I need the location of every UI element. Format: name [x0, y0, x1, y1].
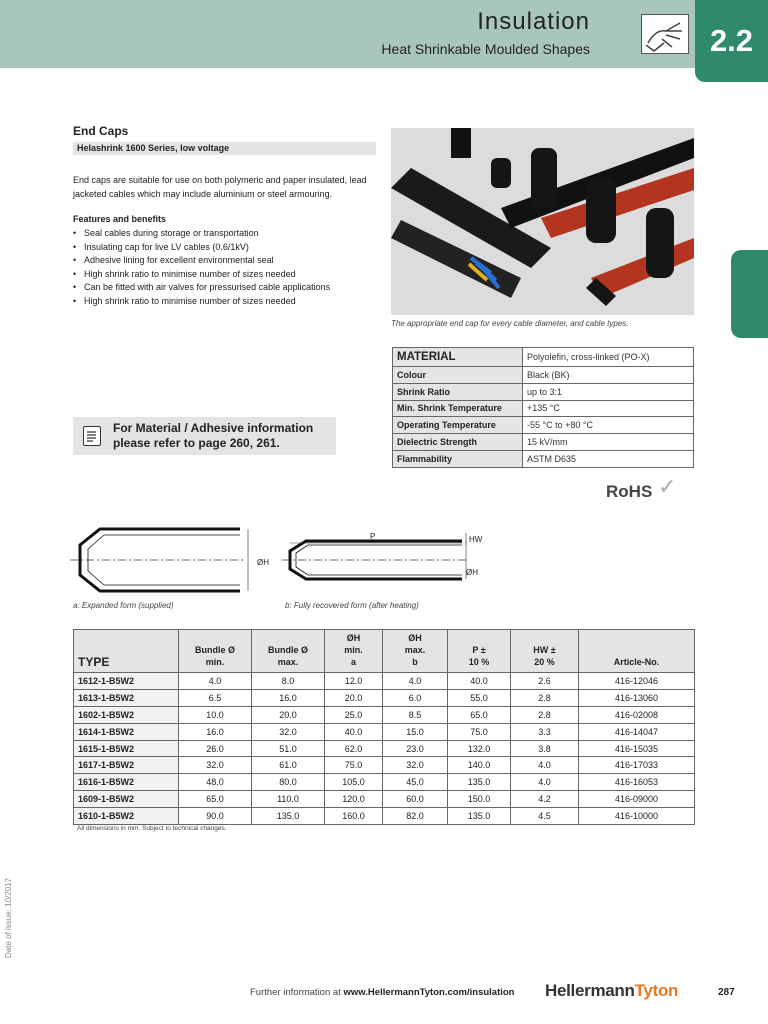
material-value: up to 3:1: [523, 383, 694, 400]
document-icon: [83, 426, 101, 446]
spec-row: [74, 740, 695, 757]
feature-item: • Can be fitted with air valves for pressurised cable applications: [73, 281, 330, 295]
spec-cell: 3.3: [511, 723, 579, 740]
spec-cell: 15.0: [383, 723, 448, 740]
spec-header: Bundle Ø min.: [179, 630, 252, 673]
technical-drawing: [70, 523, 500, 599]
spec-cell: 2.6: [511, 673, 579, 690]
dimension-label: ØH: [257, 558, 269, 567]
spec-row: [74, 673, 695, 690]
brand-logo: [545, 981, 678, 1001]
spec-cell: 135.0: [448, 808, 511, 825]
checkmark-icon: ✓: [658, 474, 677, 499]
spec-cell: 60.0: [383, 791, 448, 808]
footer-info: [250, 987, 515, 998]
spec-cell: 6.5: [179, 689, 252, 706]
spec-type-cell: 1610-1-B5W2: [74, 808, 179, 825]
material-row: [393, 434, 694, 451]
brand-part: Tyton: [634, 981, 679, 1000]
spec-cell: 135.0: [252, 808, 325, 825]
spec-header: TYPE: [74, 630, 179, 673]
spec-cell: 23.0: [383, 740, 448, 757]
spec-cell: 40.0: [448, 673, 511, 690]
spec-header: Article-No.: [579, 630, 695, 673]
features-list: [73, 227, 330, 309]
material-row: [393, 417, 694, 434]
spec-cell: 416-16053: [579, 774, 695, 791]
spec-cell: 4.0: [383, 673, 448, 690]
material-key: Dielectric Strength: [393, 434, 523, 451]
insulation-hand-icon: [641, 14, 689, 54]
material-row: [393, 400, 694, 417]
spec-cell: 8.5: [383, 706, 448, 723]
spec-type-cell: 1615-1-B5W2: [74, 740, 179, 757]
spec-cell: 416-02008: [579, 706, 695, 723]
drawing-caption: a: Expanded form (supplied): [73, 601, 174, 610]
material-key: MATERIAL: [393, 348, 523, 367]
spec-row: [74, 757, 695, 774]
spec-cell: 12.0: [325, 673, 383, 690]
feature-item: • High shrink ratio to minimise number of sizes needed: [73, 268, 330, 282]
header-bar: [0, 0, 722, 68]
spec-cell: 160.0: [325, 808, 383, 825]
brand-part: Hellermann: [545, 981, 635, 1000]
feature-item: • High shrink ratio to minimise number of sizes needed: [73, 295, 330, 309]
spec-row: [74, 706, 695, 723]
spec-row: [74, 689, 695, 706]
side-index-tab: [731, 250, 768, 338]
spec-cell: 4.0: [511, 757, 579, 774]
material-row: [393, 383, 694, 400]
spec-cell: 4.0: [179, 673, 252, 690]
spec-cell: 80.0: [252, 774, 325, 791]
spec-cell: 10.0: [179, 706, 252, 723]
feature-item: • Insulating cap for live LV cables (0.6/1kV): [73, 241, 330, 255]
spec-cell: 416-17033: [579, 757, 695, 774]
spec-cell: 416-14047: [579, 723, 695, 740]
spec-cell: 20.0: [252, 706, 325, 723]
spec-cell: 4.2: [511, 791, 579, 808]
spec-cell: 61.0: [252, 757, 325, 774]
footer-prefix: Further information at: [250, 987, 344, 998]
spec-header: HW ± 20 %: [511, 630, 579, 673]
spec-cell: 416-12046: [579, 673, 695, 690]
section-number-tab: 2.2: [695, 0, 768, 82]
reference-note: [73, 417, 336, 455]
dimension-label: P: [370, 532, 376, 541]
spec-cell: 32.0: [252, 723, 325, 740]
spec-cell: 82.0: [383, 808, 448, 825]
spec-cell: 4.5: [511, 808, 579, 825]
footer-url[interactable]: www.HellermannTyton.com/insulation: [343, 987, 515, 998]
material-value: +135 °C: [523, 400, 694, 417]
material-key: Min. Shrink Temperature: [393, 400, 523, 417]
spec-type-cell: 1614-1-B5W2: [74, 723, 179, 740]
material-key: Colour: [393, 367, 523, 384]
material-key: Flammability: [393, 450, 523, 467]
material-row: [393, 450, 694, 467]
spec-cell: 3.8: [511, 740, 579, 757]
spec-row: [74, 774, 695, 791]
spec-cell: 110.0: [252, 791, 325, 808]
spec-type-cell: 1613-1-B5W2: [74, 689, 179, 706]
drawing-caption: b: Fully recovered form (after heating): [285, 601, 419, 610]
rohs-badge: RoHS: [606, 482, 653, 501]
spec-cell: 150.0: [448, 791, 511, 808]
material-value: Black (BK): [523, 367, 694, 384]
spec-cell: 65.0: [448, 706, 511, 723]
reference-note-line: please refer to page 260, 261.: [113, 436, 280, 450]
product-heading: End Caps: [73, 124, 129, 138]
spec-type-cell: 1612-1-B5W2: [74, 673, 179, 690]
spec-table: [73, 629, 695, 825]
spec-cell: 2.8: [511, 689, 579, 706]
spec-cell: 32.0: [383, 757, 448, 774]
issue-date: Date of issue: 10/2017: [4, 877, 13, 958]
spec-cell: 20.0: [325, 689, 383, 706]
intro-text: End caps are suitable for use on both polymeric and paper insulated, lead jacketed cables which may include aluminium or steel armouring.: [73, 175, 367, 199]
spec-cell: 105.0: [325, 774, 383, 791]
series-label: Helashrink 1600 Series, low voltage: [73, 142, 376, 155]
spec-header: ØH min. a: [325, 630, 383, 673]
material-value: -55 °C to +80 °C: [523, 417, 694, 434]
spec-cell: 416-10000: [579, 808, 695, 825]
feature-item: • Adhesive lining for excellent environmental seal: [73, 254, 330, 268]
spec-cell: 48.0: [179, 774, 252, 791]
reference-note-line: For Material / Adhesive information: [113, 421, 314, 435]
spec-cell: 4.0: [511, 774, 579, 791]
spec-type-cell: 1609-1-B5W2: [74, 791, 179, 808]
reference-note-text: [113, 421, 313, 451]
page-title: Insulation: [477, 8, 590, 35]
spec-header-row: [74, 630, 695, 673]
material-value: Polyolefin, cross-linked (PO-X): [523, 348, 694, 367]
spec-cell: 16.0: [252, 689, 325, 706]
spec-row: [74, 808, 695, 825]
material-key: Shrink Ratio: [393, 383, 523, 400]
spec-cell: 90.0: [179, 808, 252, 825]
material-table: [392, 347, 694, 468]
table-footnote: All dimensions in mm. Subject to technical changes.: [77, 825, 227, 832]
spec-cell: 416-09000: [579, 791, 695, 808]
spec-cell: 2.8: [511, 706, 579, 723]
spec-header: ØH max. b: [383, 630, 448, 673]
spec-cell: 55.0: [448, 689, 511, 706]
spec-cell: 32.0: [179, 757, 252, 774]
spec-cell: 16.0: [179, 723, 252, 740]
page-subtitle: Heat Shrinkable Moulded Shapes: [381, 41, 590, 57]
spec-header: P ± 10 %: [448, 630, 511, 673]
spec-cell: 65.0: [179, 791, 252, 808]
spec-cell: 26.0: [179, 740, 252, 757]
spec-type-cell: 1617-1-B5W2: [74, 757, 179, 774]
material-row: [393, 348, 694, 367]
spec-cell: 51.0: [252, 740, 325, 757]
spec-cell: 25.0: [325, 706, 383, 723]
material-value: ASTM D635: [523, 450, 694, 467]
material-value: 15 kV/mm: [523, 434, 694, 451]
spec-type-cell: 1616-1-B5W2: [74, 774, 179, 791]
spec-cell: 416-13060: [579, 689, 695, 706]
features-heading: Features and benefits: [73, 214, 167, 224]
material-key: Operating Temperature: [393, 417, 523, 434]
spec-cell: 132.0: [448, 740, 511, 757]
spec-header: Bundle Ø max.: [252, 630, 325, 673]
spec-cell: 8.0: [252, 673, 325, 690]
page-number: 287: [718, 987, 735, 998]
dimension-label: HW: [469, 535, 483, 544]
spec-cell: 75.0: [448, 723, 511, 740]
material-row: [393, 367, 694, 384]
product-photo: [391, 128, 694, 315]
feature-item: • Seal cables during storage or transportation: [73, 227, 330, 241]
spec-cell: 40.0: [325, 723, 383, 740]
spec-cell: 416-15035: [579, 740, 695, 757]
spec-type-cell: 1602-1-B5W2: [74, 706, 179, 723]
spec-cell: 6.0: [383, 689, 448, 706]
spec-cell: 62.0: [325, 740, 383, 757]
spec-cell: 135.0: [448, 774, 511, 791]
photo-caption: The appropriate end cap for every cable diameter, and cable types.: [391, 319, 629, 328]
spec-row: [74, 791, 695, 808]
spec-row: [74, 723, 695, 740]
spec-cell: 45.0: [383, 774, 448, 791]
spec-cell: 75.0: [325, 757, 383, 774]
spec-cell: 140.0: [448, 757, 511, 774]
dimension-label: ØH: [466, 568, 478, 577]
spec-cell: 120.0: [325, 791, 383, 808]
